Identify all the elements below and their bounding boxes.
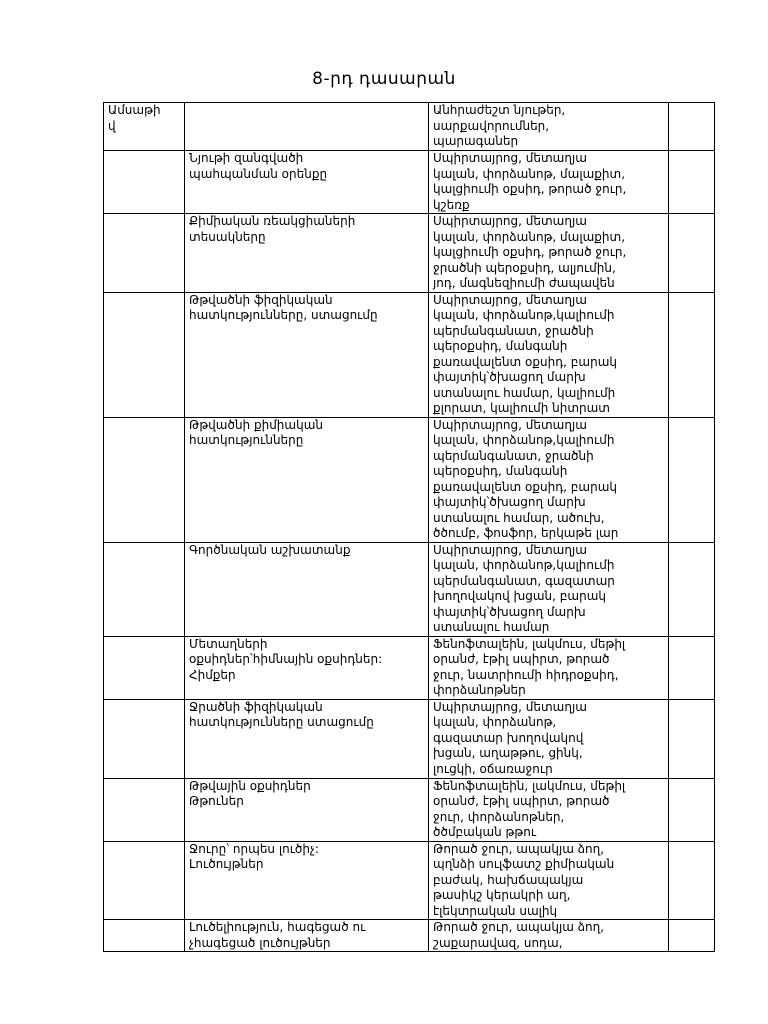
extra-cell [669, 417, 715, 542]
topic-cell [185, 778, 429, 841]
materials-cell [429, 841, 669, 920]
materials-text: Ֆենոֆտալեին, լակմուս, մեթիլ օրանժ, էթիլ սպիրտ, թորած ջուր, նատրիումի հիդրօքսիդ, փորձանոթներ [433, 636, 626, 697]
topic-text: Գործնական աշխատանք [189, 542, 351, 557]
materials-text: Սպիրտայրոց, մետաղյա կալան, փորձանոթ, գազատար խողովակով խցան, աղաթթու, ցինկ, լուցկի, օճառաջուր [433, 699, 587, 776]
materials-cell [429, 151, 669, 214]
materials-text: Սպիրտայրոց, մետաղյա կալան, փորձանոթ, մալաքիտ, կալցիումի օքսիդ, թորած ջուր, ջրածնի պերօքսիդ, ալյումին, յոդ, մագնեզիումի ժապավեն [433, 214, 627, 290]
extra-cell [669, 841, 715, 920]
topic-cell [185, 636, 429, 699]
materials-cell [429, 636, 669, 699]
topic-cell [185, 699, 429, 778]
table-body [104, 103, 715, 952]
extra-cell [669, 292, 715, 417]
extra-cell [669, 542, 715, 636]
table-row [104, 151, 715, 214]
materials-text: Սպիրտայրոց, մետաղյա կալան, փորձանոթ,կալիումի պերմանգանատ, ջրածնի պերօքսիդ, մանգանի քառավալենտ օքսիդ, բարակ փայտիկ՝ծխացող մարխ ստանալու համար, կալիումի քլորատ, կալիումի նիտրատ [433, 292, 617, 415]
date-cell [104, 292, 185, 417]
date-cell [104, 636, 185, 699]
equipment-table [103, 102, 715, 952]
materials-text: Սպիրտայրոց, մետաղյա կալան, փորձանոթ,կալիումի պերմանգանատ, գազատար խողովակով խցան, բարակ փայտիկ՝ծխացող մարխ ստանալու համար [433, 542, 615, 634]
date-cell [104, 778, 185, 841]
header-materials-label: Անհրաժեշտ նյութեր, սարքավորումներ, պարագաներ [433, 103, 566, 148]
topic-text: Թթվածնի ֆիզիկական հատկությունները, ստացումը [189, 292, 378, 322]
date-cell [104, 542, 185, 636]
date-cell [104, 920, 185, 952]
materials-text: Սպիրտայրոց, մետաղյա կալան, փորձանոթ, մալաքիտ, կալցիումի օքսիդ, թորած ջուր, կշեռք [433, 151, 627, 212]
materials-text: Թորած ջուր, ապակյա ձող, շաքարավազ, սոդա, [433, 920, 605, 950]
topic-text: Քիմիական ռեակցիաների տեսակները [189, 214, 356, 244]
table-row [104, 841, 715, 920]
materials-cell [429, 778, 669, 841]
topic-cell [185, 920, 429, 952]
materials-text: Թորած ջուր, ապակյա ձող, պղնձի սուլֆատշ քիմիական բաժակ, հախճապակյա թասիկշ կերակրի աղ, էլեկտրական սալիկ [433, 841, 615, 918]
table-row [104, 778, 715, 841]
table-row [104, 699, 715, 778]
topic-text: Ջուրը՝ որպես լուծիչ: Լուծույթներ [189, 841, 319, 871]
topic-cell [185, 841, 429, 920]
extra-cell [669, 214, 715, 293]
date-cell [104, 417, 185, 542]
extra-cell [669, 151, 715, 214]
topic-cell [185, 214, 429, 293]
extra-cell [669, 920, 715, 952]
header-extra-cell [669, 103, 715, 151]
extra-cell [669, 778, 715, 841]
table-row [104, 417, 715, 542]
topic-cell [185, 151, 429, 214]
materials-cell [429, 699, 669, 778]
materials-cell [429, 417, 669, 542]
topic-text: Թթվածնի քիմիական հատկությունները [189, 417, 324, 447]
table-row [104, 214, 715, 293]
header-materials-cell [429, 103, 669, 151]
topic-text: Մետաղների օքսիդներ՝հիմնային օքսիդներ: Հիմքեր [189, 636, 383, 682]
topic-text: Նյութի զանգվածի պահպանման օրենքը [189, 151, 328, 181]
header-date-label: Ամսաթի վ [108, 103, 161, 133]
topic-cell [185, 292, 429, 417]
extra-cell [669, 636, 715, 699]
date-cell [104, 214, 185, 293]
table-row [104, 542, 715, 636]
table-row [104, 920, 715, 952]
materials-text: Սպիրտայրոց, մետաղյա կալան, փորձանոթ,կալիումի պերմանգանատ, ջրածնի պերօքսիդ, մանգանի քառավալենտ օքսիդ, բարակ փայտիկ՝ծխացող մարխ ստանալու համար, ածուխ, ծծումբ, ֆոսֆոր, երկաթե լար [433, 417, 619, 540]
extra-cell [669, 699, 715, 778]
topic-text: Լուծելիություն, հագեցած ու չհագեցած լուծույթներ [189, 920, 366, 950]
table-row [104, 636, 715, 699]
table-header-row [104, 103, 715, 151]
materials-text: Ֆենոֆտալեին, լակմուս, մեթիլ օրանժ, էթիլ սպիրտ, թորած ջուր, փորձանոթներ, ծծմբական թթու [433, 778, 626, 839]
header-topic-cell [185, 103, 429, 151]
topic-cell [185, 417, 429, 542]
materials-cell [429, 292, 669, 417]
date-cell [104, 699, 185, 778]
date-cell [104, 841, 185, 920]
materials-cell [429, 542, 669, 636]
topic-text: Թթվային օքսիդներ Թթուներ [189, 778, 311, 808]
materials-cell [429, 920, 669, 952]
topic-cell [185, 542, 429, 636]
topic-text: Ջրածնի ֆիզիկական հատկությունները ստացումը [189, 699, 374, 729]
header-date-cell [104, 103, 185, 151]
materials-cell [429, 214, 669, 293]
date-cell [104, 151, 185, 214]
page-title: 8-րդ դասարան [312, 69, 456, 89]
table-row [104, 292, 715, 417]
